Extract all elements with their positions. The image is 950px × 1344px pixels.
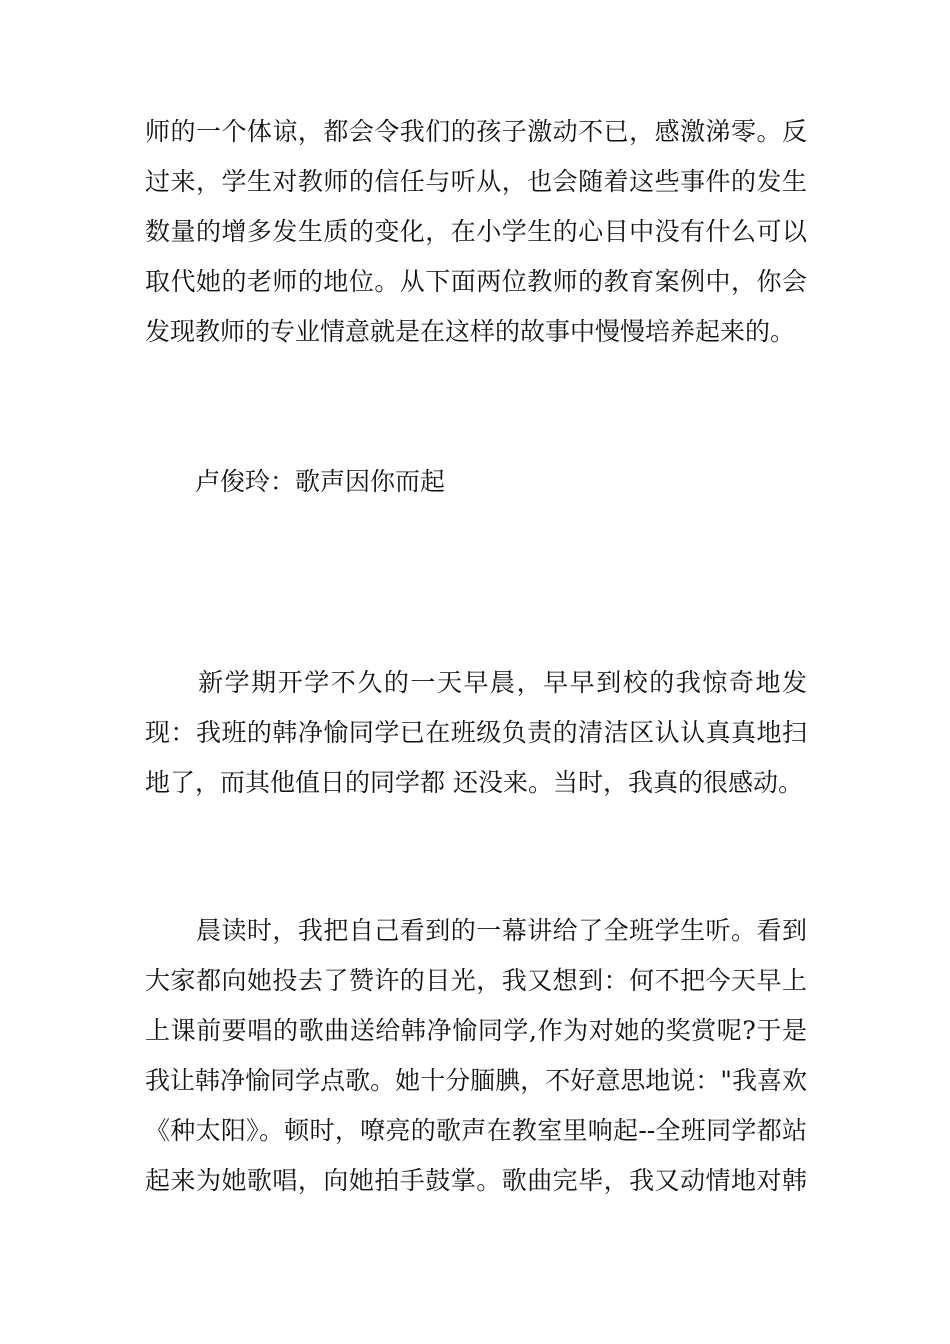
paragraph-3-line-5: 《种太阳》。顿时，嘹亮的歌声在教室里响起--全班同学都站 [145,1116,807,1145]
section-heading: 卢俊玲：歌声因你而起 [195,467,446,496]
paragraph-1-line-4: 取代她的老师的地位。从下面两位教师的教育案例中，你会 [145,267,807,296]
paragraph-1-line-1: 师的一个体谅，都会令我们的孩子激动不已，感激涕零。反 [145,117,807,146]
paragraph-1-line-3: 数量的增多发生质的变化，在小学生的心目中没有什么可以 [145,217,807,246]
paragraph-3-line-6: 起来为她歌唱，向她拍手鼓掌。歌曲完毕，我又动情地对韩 [145,1166,807,1195]
paragraph-1-line-5: 发现教师的专业情意就是在这样的故事中慢慢培养起来的。 [145,317,796,346]
paragraph-2-line-1: 新学期开学不久的一天早晨，早早到校的我惊奇地发 [145,668,807,697]
paragraph-2-line-2: 现：我班的韩净愉同学已在班级负责的清洁区认认真真地扫 [145,718,807,747]
paragraph-3-line-3: 上课前要唱的歌曲送给韩净愉同学,作为对她的奖赏呢?于是 [145,1016,807,1045]
paragraph-3-line-1: 晨读时，我把自己看到的一幕讲给了全班学生听。看到 [145,916,807,945]
paragraph-1-line-2: 过来，学生对教师的信任与听从，也会随着这些事件的发生 [145,167,807,196]
paragraph-3-line-2: 大家都向她投去了赞许的目光，我又想到：何不把今天早上 [145,966,807,995]
paragraph-2-line-3: 地了，而其他值日的同学都 还没来。当时，我真的很感动。 [145,768,803,797]
paragraph-3-line-4: 我让韩净愉同学点歌。她十分腼腆，不好意思地说："我喜欢 [145,1066,807,1095]
